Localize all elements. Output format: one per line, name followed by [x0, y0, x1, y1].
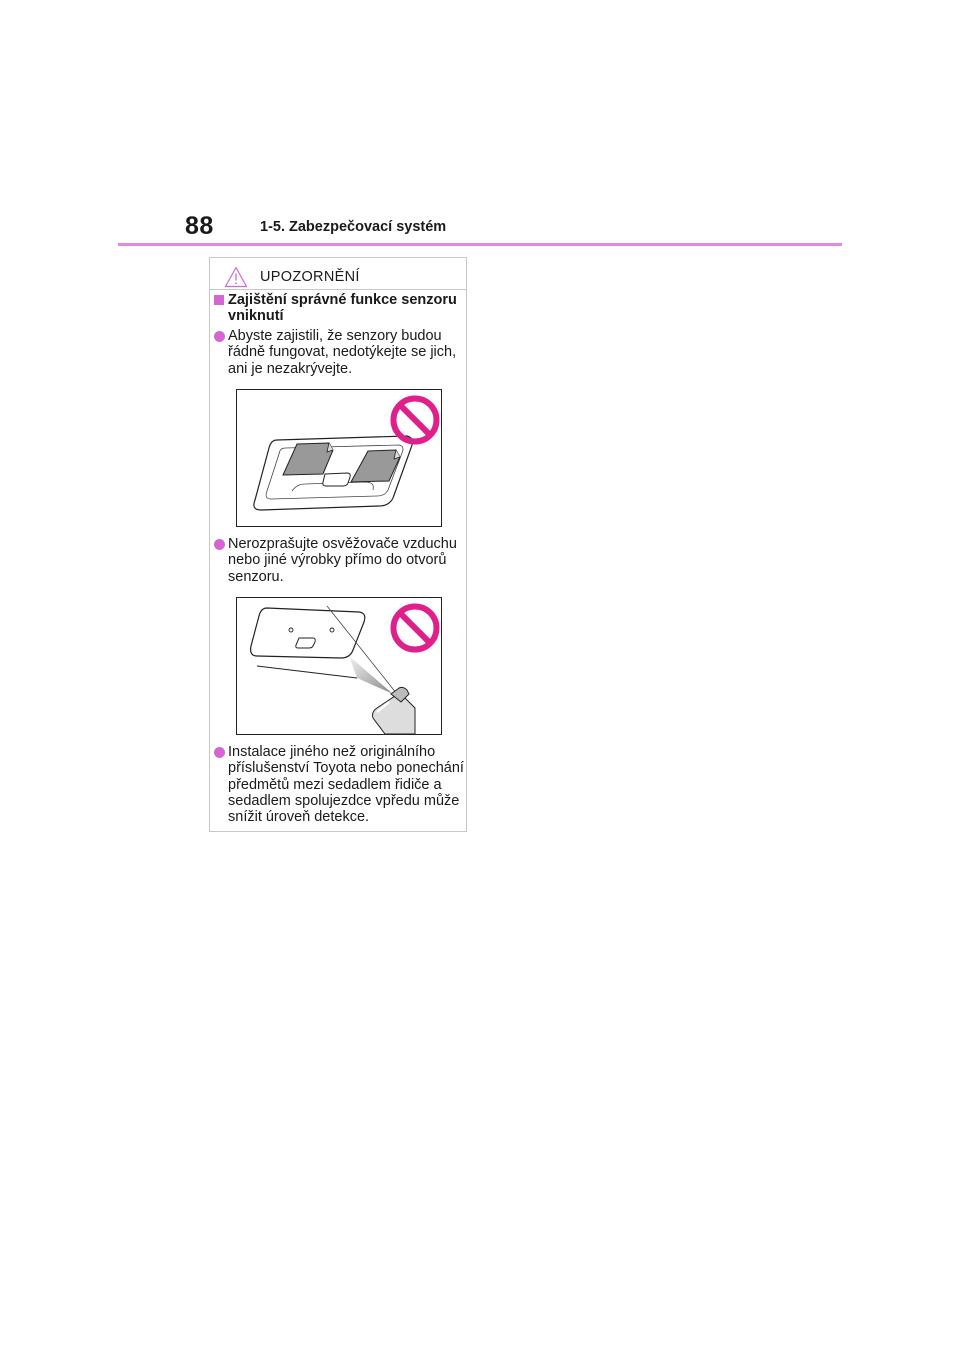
- list-item: [214, 744, 464, 825]
- list-item: [214, 536, 464, 585]
- prohibition-icon: [389, 394, 441, 446]
- figure-spray-sensor: [236, 597, 442, 735]
- prohibition-icon: [389, 602, 441, 654]
- warning-heading: [214, 292, 464, 325]
- warning-header: [224, 264, 360, 290]
- figure-covered-sensor: [236, 389, 442, 527]
- list-item-text: Abyste zajistili, že senzory budou řádně fungovat, nedotýkejte se jich, ani je nezakrývejte.: [228, 328, 457, 377]
- list-item: [214, 328, 464, 377]
- page-number: 88: [185, 212, 214, 240]
- header-rule: [118, 243, 842, 246]
- list-item-text: Instalace jiného než originálního příslušenství Toyota nebo ponechání předmětů mezi sedadlem řidiče a sedadlem spolujezdce vpředu může snížit úroveň detekce.: [228, 744, 464, 826]
- warning-triangle-icon: [224, 266, 248, 288]
- square-bullet-icon: [214, 295, 224, 305]
- bullet-icon: [214, 747, 225, 758]
- warning-heading-text: Zajištění správné funkce senzoru vniknutí: [228, 292, 457, 325]
- list-item-text: Nerozprašujte osvěžovače vzduchu nebo jiné výrobky přímo do otvorů senzoru.: [228, 536, 457, 585]
- bullet-icon: [214, 539, 225, 550]
- warning-divider: [210, 289, 466, 290]
- bullet-icon: [214, 331, 225, 342]
- warning-title: UPOZORNĚNÍ: [260, 269, 360, 285]
- warning-box: [209, 257, 467, 832]
- section-title: 1-5. Zabezpečovací systém: [260, 219, 447, 235]
